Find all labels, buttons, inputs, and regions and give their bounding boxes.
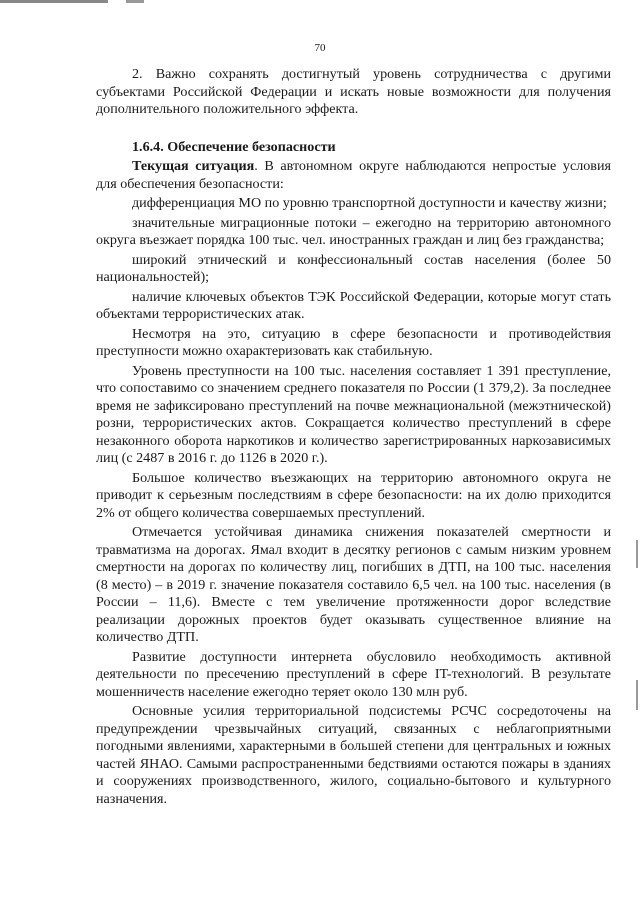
- condition-item: наличие ключевых объектов ТЭК Российской Федерации, которые могут стать объектами террористических атак.: [96, 288, 611, 322]
- body-paragraph: Несмотря на это, ситуацию в сфере безопасности и противодействия преступности можно охарактеризовать как стабильную.: [96, 325, 611, 359]
- condition-item: значительные миграционные потоки – ежегодно на территорию автономного округа въезжает порядка 100 тыс. чел. иностранных граждан и лиц без гражданства;: [96, 214, 611, 248]
- body-paragraph: Развитие доступности интернета обусловило необходимость активной деятельности по пресечению преступлений в сфере IT-технологий. В результате мошенничеств население ежегодно теряет около 130 млн руб.: [96, 648, 611, 700]
- page-number: 70: [314, 42, 326, 54]
- body-paragraph: Большое количество въезжающих на территорию автономного округа не приводит к серьезным последствиям в сфере безопасности: на их долю приходится 2% от общего количества совершаемых преступлений.: [96, 469, 611, 521]
- current-situation-label: Текущая ситуация: [132, 158, 255, 174]
- condition-item: дифференциация МО по уровню транспортной доступности и качеству жизни;: [132, 195, 607, 211]
- body-paragraph: Основные усилия территориальной подсистемы РСЧС сосредоточены на предупреждении чрезвычайных ситуаций, связанных с неблагоприятными погодными явлениями, характерными в большей степени для центральных и южных частей ЯНАО. Самыми распространенными бедствиями остаются пожары в зданиях и сооружениях производственного, жилого, социально-бытового и культурного назначения.: [96, 703, 611, 807]
- scan-margin-mark: [636, 680, 638, 710]
- intro-paragraph: 2. Важно сохранять достигнутый уровень сотрудничества с другими субъектами Российской Федерации и искать новые возможности для получения дополнительного положительного эффекта.: [96, 66, 611, 117]
- document-body: [96, 66, 611, 810]
- condition-item: широкий этнический и конфессиональный состав населения (более 50 национальностей);: [96, 251, 611, 285]
- body-paragraph: Отмечается устойчивая динамика снижения показателей смертности и травматизма на дорогах. Ямал входит в десятку регионов с самым низким уровнем смертности на дорогах по количеству лиц, погибших в ДТП, на 100 тыс. населения (8 место) – в 2019 г. значение показателя составило 6,5 чел. на 100 тыс. населения (в России – 11,6). Вместе с тем увеличение протяженности дорог вследствие реализации дорожных проектов будет оказывать существенное влияние на количество ДТП.: [96, 524, 611, 645]
- scan-margin-mark: [636, 540, 638, 568]
- body-paragraph: Уровень преступности на 100 тыс. населения составляет 1 391 преступление, что сопоставимо со значением среднего показателя по России (1 379,2). За последнее время не зафиксировано преступлений на почве межнациональной (межэтнической) розни, террористических актов. Сокращается количество преступлений в сфере незаконного оборота наркотиков и количество зарегистрированных наркозависимых лиц (с 2487 в 2016 г. до 1126 в 2020 г.).: [96, 362, 611, 466]
- current-situation-paragraph: [96, 158, 611, 193]
- section-heading: 1.6.4. Обеспечение безопасности: [132, 138, 336, 155]
- current-situation-text: . В автономном округе наблюдаются непростые условия для обеспечения безопасности:: [96, 158, 611, 192]
- scan-edge-artifact: [0, 0, 180, 3]
